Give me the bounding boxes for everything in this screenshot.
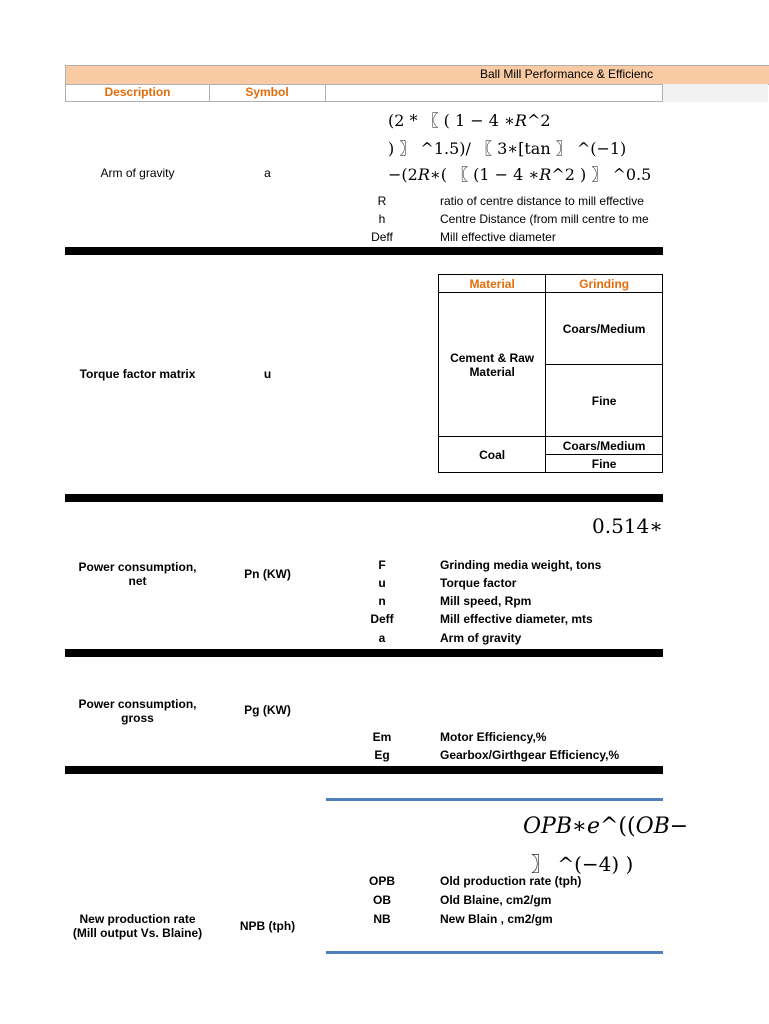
pnet-symbol: Pn (KW) — [244, 567, 291, 581]
var-symbol: Eg — [374, 748, 390, 762]
arm-formula-line3: −(2𝑅∗( 〖 (1 − 4 ∗𝑅^2 ) 〗 ^0.5 — [388, 165, 652, 184]
npr-description-line2: (Mill output Vs. Blaine) — [72, 926, 203, 940]
var-definition: Old Blaine, cm2/gm — [440, 893, 552, 907]
sheet-title: Ball Mill Performance & Efficienc — [480, 67, 654, 81]
pnet-description: Power consumption, net — [78, 560, 197, 588]
npr-formula — [326, 812, 689, 876]
var-definition: Torque factor — [440, 576, 517, 590]
var-symbol: R — [377, 194, 387, 208]
var-definition: Mill effective diameter — [440, 230, 556, 244]
var-definition: Grinding media weight, tons — [440, 558, 602, 572]
description-header: Description — [104, 85, 171, 99]
pgross-vars — [326, 728, 663, 768]
var-symbol: n — [378, 594, 386, 608]
pnet-formula-text: 0.514∗ — [592, 514, 663, 538]
var-symbol: Em — [372, 730, 392, 744]
var-symbol: F — [378, 558, 386, 572]
section-divider — [65, 494, 663, 502]
pgross-description: Power consumption, gross — [78, 697, 197, 725]
grinding-fine: Fine — [546, 455, 663, 473]
arm-symbol: a — [264, 166, 271, 180]
npr-description-line1: New production rate — [79, 912, 196, 926]
grinding-coarse: Coars/Medium — [546, 437, 663, 455]
npr-description — [65, 912, 210, 940]
grinding-coarse: Coars/Medium — [546, 293, 663, 365]
npr-symbol: NPB (tph) — [239, 919, 296, 933]
torque-symbol: u — [263, 367, 272, 381]
var-symbol: a — [378, 631, 386, 645]
formula-frame-bottom — [326, 951, 663, 954]
torque-description: Torque factor matrix — [79, 367, 196, 381]
arm-vars — [326, 192, 663, 252]
arm-formula-line2: ) 〗 ^1.5)/ 〖 3∗[tan 〗 ^(−1) — [388, 139, 627, 158]
section-divider — [65, 766, 663, 774]
pgross-symbol: Pg (KW) — [244, 703, 291, 717]
symbol-header: Symbol — [245, 85, 289, 99]
var-definition: Mill effective diameter, mts — [440, 612, 593, 626]
var-symbol: OB — [373, 893, 391, 907]
torque-table — [438, 274, 663, 473]
grinding-fine: Fine — [546, 365, 663, 437]
npr-formula-line1: 𝑂𝑃𝐵∗𝑒^((𝑂𝐵− — [523, 814, 689, 839]
material-cement: Cement & Raw Material — [439, 293, 546, 437]
var-symbol: u — [378, 576, 386, 590]
var-symbol: h — [378, 212, 386, 226]
var-definition: Arm of gravity — [440, 631, 522, 645]
var-definition: ratio of centre distance to mill effective — [440, 194, 644, 208]
grinding-header: Grinding — [546, 275, 663, 293]
section-divider — [65, 247, 663, 255]
pnet-formula — [326, 510, 663, 542]
var-definition: Mill speed, Rpm — [440, 594, 532, 608]
arm-formula-line1: (2 * 〖 ( 1 − 4 ∗𝑅^2 — [388, 111, 551, 130]
symbol-header-cell — [209, 84, 326, 102]
section-divider — [65, 649, 663, 657]
var-definition: Centre Distance (from mill centre to me — [440, 212, 649, 226]
formula-header-cell — [325, 84, 663, 102]
var-symbol: Deff — [370, 612, 394, 626]
var-symbol: OPB — [368, 874, 395, 888]
var-symbol: NB — [373, 912, 391, 926]
arm-description: Arm of gravity — [100, 166, 175, 180]
pnet-vars — [326, 556, 663, 651]
var-definition: Gearbox/Girthgear Efficiency,% — [440, 748, 620, 762]
description-header-cell — [65, 84, 210, 102]
material-header: Material — [439, 275, 546, 293]
npr-vars — [326, 872, 663, 932]
title-bar — [65, 65, 769, 85]
gray-strip — [663, 84, 768, 102]
var-definition: Old production rate (tph) — [440, 874, 582, 888]
arm-formula — [326, 104, 663, 184]
var-definition: New Blain , cm2/gm — [440, 912, 553, 926]
formula-frame-top — [326, 798, 663, 801]
npr-formula-line2: 〗 ^(−4) ) — [531, 852, 634, 876]
material-coal: Coal — [439, 437, 546, 473]
var-symbol: Deff — [371, 230, 393, 244]
torque-table-clip — [437, 273, 663, 479]
var-definition: Motor Efficiency,% — [440, 730, 547, 744]
